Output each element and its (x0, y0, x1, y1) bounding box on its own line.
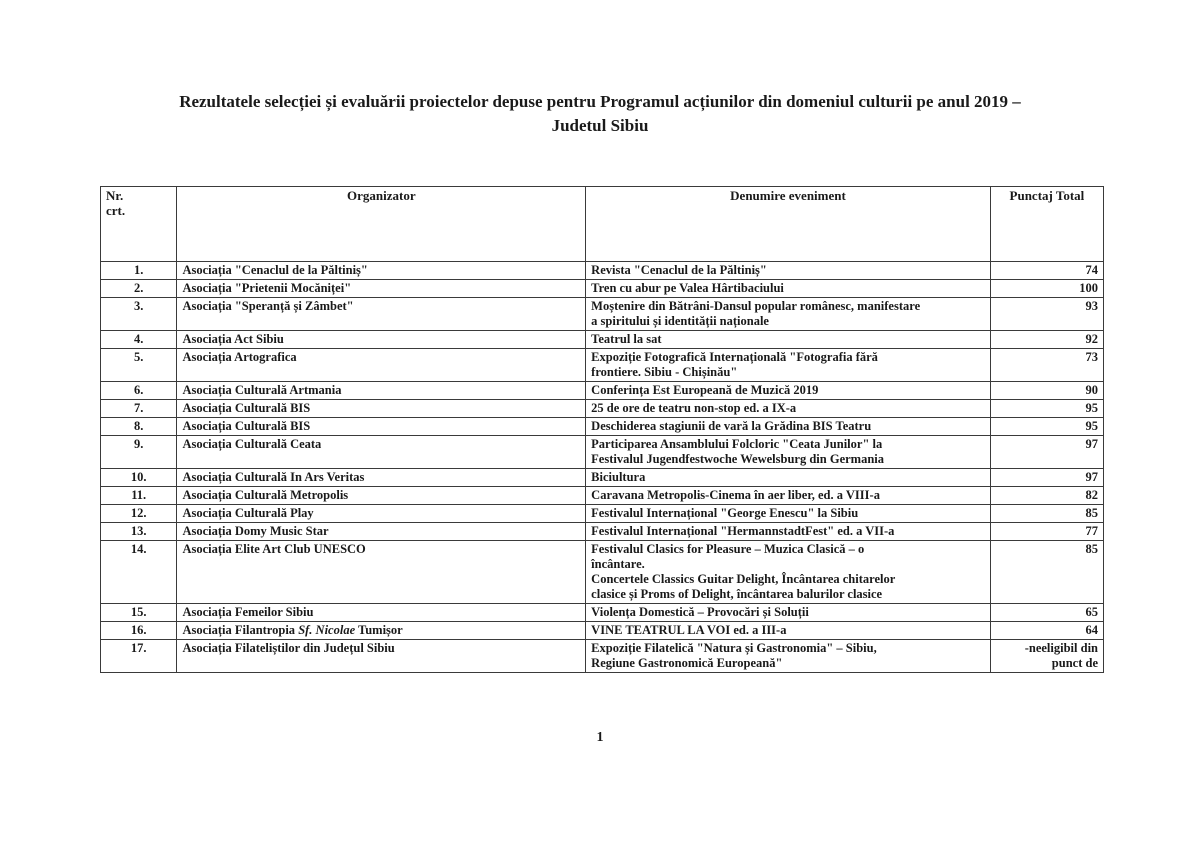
table-row (101, 523, 1104, 541)
table-row (101, 298, 1104, 331)
punctaj-cell: 85 (990, 541, 1103, 604)
punctaj-cell: 85 (990, 505, 1103, 523)
eveniment-cell (586, 487, 991, 505)
row-number: 10. (101, 469, 177, 487)
organizator-cell: Asociația "Prietenii Mocăniței" (177, 280, 586, 298)
punctaj-cell: 95 (990, 400, 1103, 418)
eveniment-cell (586, 262, 991, 280)
table-row (101, 400, 1104, 418)
eveniment-line: Festivalul Internațional "HermannstadtFest" ed. a VII-a (591, 524, 895, 538)
eveniment-line: Expoziție Fotografică Internațională "Fotografia fără (591, 350, 878, 364)
row-number: 6. (101, 382, 177, 400)
table-row (101, 505, 1104, 523)
eveniment-line: Conferința Est Europeană de Muzică 2019 (591, 383, 819, 397)
table-row (101, 469, 1104, 487)
eveniment-line: Deschiderea stagiunii de vară la Grădina BIS Teatru (591, 419, 872, 433)
punctaj-cell: 92 (990, 331, 1103, 349)
eveniment-cell (586, 349, 991, 382)
row-number: 1. (101, 262, 177, 280)
eveniment-line: Festivalul Jugendfestwoche Wewelsburg din Germania (591, 452, 885, 466)
organizator-cell: Asociația Femeilor Sibiu (177, 604, 586, 622)
eveniment-cell (586, 523, 991, 541)
table-row (101, 436, 1104, 469)
title-line-2: Judetul Sibiu (551, 116, 649, 135)
organizator-cell: Asociația Artografica (177, 349, 586, 382)
eveniment-cell (586, 382, 991, 400)
eveniment-cell (586, 280, 991, 298)
eveniment-line: Regiune Gastronomică Europeană" (591, 656, 783, 670)
table-row (101, 331, 1104, 349)
eveniment-line: Participarea Ansamblului Folcloric "Ceata Junilor" la (591, 437, 883, 451)
punctaj-cell: 95 (990, 418, 1103, 436)
organizator-part: Asociația Filantropia (182, 623, 299, 637)
organizator-cell (177, 622, 586, 640)
organizator-cell: Asociația "Cenaclul de la Păltiniș" (177, 262, 586, 280)
organizator-cell: Asociația Culturală Play (177, 505, 586, 523)
row-number: 11. (101, 487, 177, 505)
eveniment-cell (586, 541, 991, 604)
eveniment-line: Moștenire din Bătrâni-Dansul popular românesc, manifestare (591, 299, 921, 313)
row-number: 9. (101, 436, 177, 469)
eveniment-line: frontiere. Sibiu - Chișinău" (591, 365, 738, 379)
row-number: 8. (101, 418, 177, 436)
eveniment-line: Concertele Classics Guitar Delight, Încântarea chitarelor (591, 572, 896, 586)
eveniment-line: Violența Domestică – Provocări și Soluții (591, 605, 809, 619)
organizator-cell: Asociația Culturală In Ars Veritas (177, 469, 586, 487)
eveniment-line: Revista "Cenaclul de la Păltiniș" (591, 263, 767, 277)
organizator-cell: Asociația Domy Music Star (177, 523, 586, 541)
eveniment-cell (586, 469, 991, 487)
punctaj-cell: 93 (990, 298, 1103, 331)
eveniment-line: clasice și Proms of Delight, încântarea balurilor clasice (591, 587, 883, 601)
eveniment-cell (586, 640, 991, 673)
eveniment-line: încântare. (591, 557, 645, 571)
organizator-cell: Asociația "Speranță și Zâmbet" (177, 298, 586, 331)
organizator-cell: Asociația Filateliștilor din Județul Sibiu (177, 640, 586, 673)
organizator-cell: Asociația Culturală BIS (177, 418, 586, 436)
table-row (101, 604, 1104, 622)
eveniment-cell (586, 622, 991, 640)
eveniment-line: VINE TEATRUL LA VOI ed. a III-a (591, 623, 787, 637)
eveniment-line: Festivalul Internațional "George Enescu" la Sibiu (591, 506, 859, 520)
row-number: 17. (101, 640, 177, 673)
row-number: 13. (101, 523, 177, 541)
organizator-cell: Asociația Act Sibiu (177, 331, 586, 349)
table-row (101, 262, 1104, 280)
eveniment-line: Expoziție Filatelică "Natura și Gastronomia" – Sibiu, (591, 641, 877, 655)
punctaj-cell: 97 (990, 469, 1103, 487)
row-number: 14. (101, 541, 177, 604)
table-row (101, 541, 1104, 604)
table-row (101, 622, 1104, 640)
punctaj-cell: 65 (990, 604, 1103, 622)
eveniment-cell (586, 505, 991, 523)
eveniment-line: Tren cu abur pe Valea Hârtibaciului (591, 281, 784, 295)
row-number: 5. (101, 349, 177, 382)
punctaj-cell: 82 (990, 487, 1103, 505)
organizator-part: Sf. Nicolae (298, 623, 356, 637)
header-row (101, 187, 1104, 262)
eveniment-line: a spiritului și identității naționale (591, 314, 769, 328)
eveniment-line: Festivalul Clasics for Pleasure – Muzica Clasică – o (591, 542, 865, 556)
results-table (100, 186, 1104, 673)
eveniment-cell (586, 298, 991, 331)
eveniment-line: Biciultura (591, 470, 646, 484)
punctaj-cell: 73 (990, 349, 1103, 382)
table-row (101, 487, 1104, 505)
row-number: 15. (101, 604, 177, 622)
punctaj-cell: 100 (990, 280, 1103, 298)
eveniment-cell (586, 436, 991, 469)
eveniment-line: 25 de ore de teatru non-stop ed. a IX-a (591, 401, 797, 415)
punctaj-cell (990, 640, 1103, 673)
table-row (101, 418, 1104, 436)
title-line-1: Rezultatele selecției și evaluării proiectelor depuse pentru Programul acțiunilor din domeniul culturii pe anul 2019 – (179, 92, 1021, 111)
table-row (101, 280, 1104, 298)
header-nr: Nr. crt. (101, 187, 177, 262)
organizator-part: Tumișor (355, 623, 403, 637)
table-row (101, 382, 1104, 400)
table-row (101, 349, 1104, 382)
punctaj-cell: 64 (990, 622, 1103, 640)
eveniment-cell (586, 400, 991, 418)
organizator-cell: Asociația Culturală BIS (177, 400, 586, 418)
punctaj-line: punct de (1051, 656, 1098, 670)
row-number: 4. (101, 331, 177, 349)
eveniment-cell (586, 331, 991, 349)
row-number: 7. (101, 400, 177, 418)
table-row (101, 640, 1104, 673)
eveniment-cell (586, 604, 991, 622)
eveniment-cell (586, 418, 991, 436)
row-number: 2. (101, 280, 177, 298)
document-title (90, 90, 1110, 138)
punctaj-cell: 97 (990, 436, 1103, 469)
page-number: 1 (596, 730, 604, 745)
punctaj-line: -neeligibil din (1024, 641, 1098, 655)
row-number: 3. (101, 298, 177, 331)
punctaj-cell: 90 (990, 382, 1103, 400)
organizator-cell: Asociația Elite Art Club UNESCO (177, 541, 586, 604)
header-punctaj: Punctaj Total (990, 187, 1103, 262)
header-eveniment: Denumire eveniment (586, 187, 991, 262)
row-number: 12. (101, 505, 177, 523)
punctaj-cell: 74 (990, 262, 1103, 280)
punctaj-cell: 77 (990, 523, 1103, 541)
header-organizator: Organizator (177, 187, 586, 262)
eveniment-line: Teatrul la sat (591, 332, 662, 346)
eveniment-line: Caravana Metropolis-Cinema în aer liber, ed. a VIII-a (591, 488, 880, 502)
row-number: 16. (101, 622, 177, 640)
organizator-cell: Asociația Culturală Metropolis (177, 487, 586, 505)
organizator-cell: Asociația Culturală Ceata (177, 436, 586, 469)
organizator-cell: Asociația Culturală Artmania (177, 382, 586, 400)
